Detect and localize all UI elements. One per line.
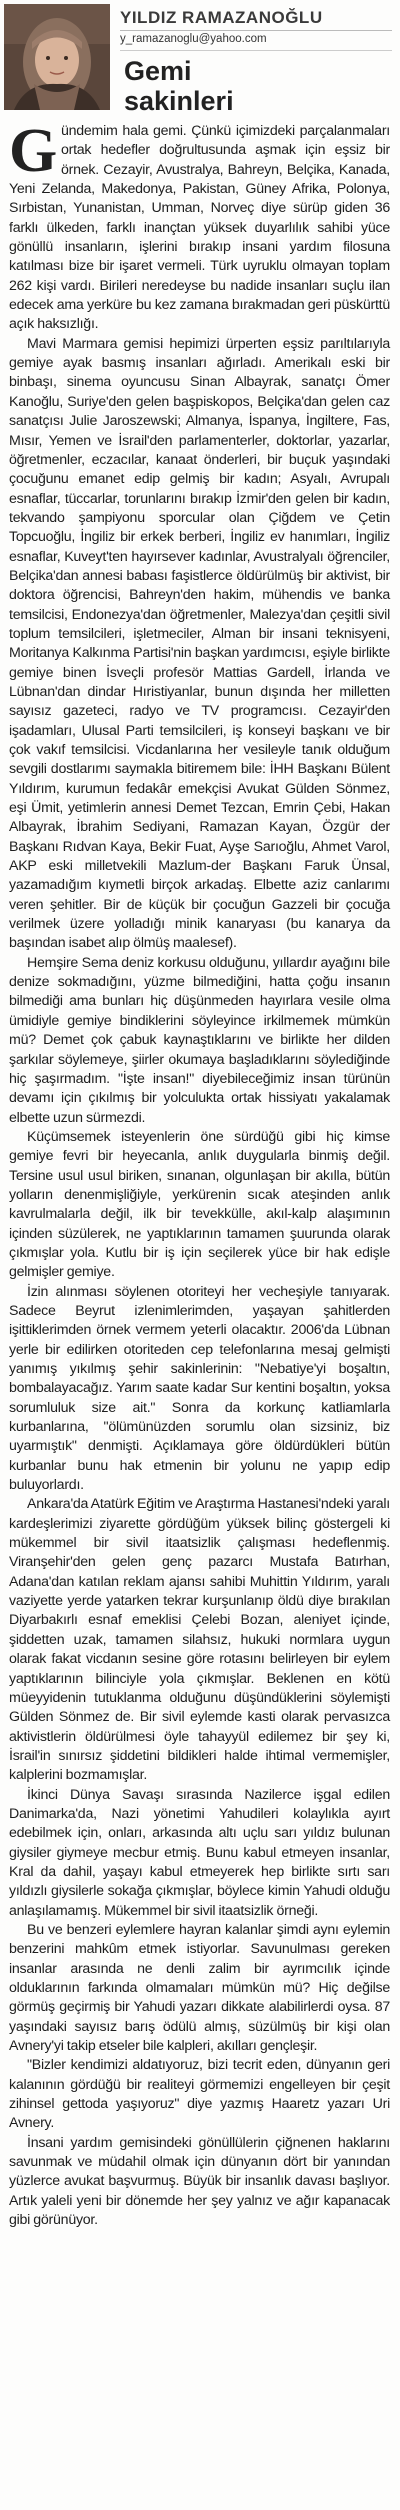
header-divider-lower [120,50,392,51]
article-paragraph-1 [9,117,390,335]
article-paragraph-9: "Bizler kendimizi aldatıyoruz, bizi tecrit eden, dünyanın geri kalanının gördüğü bir realiteyi görmemizi engelleyen bir çeşit zihinsel gettoda yaşıyoruz" diye yazmış Haaretz yazarı Uri Avnery. [9,2057,390,2132]
author-photo [4,4,110,110]
article-title-line-2: sakinleri [124,86,234,116]
author-name: YILDIZ RAMAZANOĞLU [120,8,323,27]
author-email[interactable]: y_ramazanoglu@yahoo.com [120,33,267,45]
article-paragraph-4: Küçümsemek isteyenlerin öne sürdüğü gibi hiç kimse gemiye fevri bir heyecanla, anlık duygularla binmiş değil. Tersine usul usul biriken, sınanan, olgunlaşan bir akılla, bütün yolların denenmişliğiyle, yerkürenin sıcak ateşinden anlık kavrulmalarla değil, ilk bir tevekkülle, akıl-kalp alaşımının içinden süzülerek, ne yaptıklarının tamamen şuurunda olarak çıkmışlar yola. Kutlu bir iş için seçilerek yüce bir hak edişle gelmişler gemiye. [9,1128,390,1281]
paragraph-text: ündemim hala gemi. Çünkü içimizdeki parçalanmaları ortak hedefler doğrultusunda aşmak için eşsiz bir örnek. Cezayir, Avustralya, Bahreyn, Belçika, Kanada, Yeni Zelanda, Makedonya, Pakistan, Güney Afrika, Polonya, Sırbistan, Yunanistan, Umman, Norveç diye sürüp giden 36 farklı ülkeden, farklı inançtan yüksek duyarlılık sahibi yüce gönüllü insanların, işlerini bırakıp insani yardım filosuna katılması bize bir işaret vermeli. Türk uyruklu olmayan toplam 262 kişi vardı. Birileri neredeyse bu nadide insanları suçlu ilan edecek ama yerküre bu kez zamana bırakmadan geri püskürttü açık haksızlığı. [9,123,390,333]
article-paragraph-5: İzin alınması söylenen otoriteyi her vecheşiyle tanıyarak. Sadece Beyrut izlenimlerimden, yaşayan şahitlerden işittiklerimden örnek vermem yeterli olacaktır. 2006'da Lübnan yerle bir edilirken otoriteden cep telefonlarına mesaj gelmişti yanımış yıkılmış şehir sakinlerinin: "Nebatiye'yi boşaltın, bombalayacağız. Yarım saate kadar Sur kentini boşaltın, yoksa sorumluluk size ait." Sonra da korkunç katliamlarla kurbanlarına, "ölümünüzden sorumlu olan sizsiniz, biz uyarmıştık" denmişti. Açıklamaya göre öldürdükleri bütün kurbanlar bunu hak etmenin bir yolunu ne yapıp edip buluyorlardı. [9,1283,390,1494]
article-paragraph-7: İkinci Dünya Savaşı sırasında Nazilerce işgal edilen Danimarka'da, Nazi yönetimi Yahudileri kolaylıkla ayırt edebilmek için, onları, arkasında altı uçlu sarı yıldız bulunan giysiler giymeye mecbur etmiş. Bunu kabul etmeyen insanlar, Kral da dahil, yaşayı kabul etmeyerek hep birlikte sırtı sarı yıldızlı giysilerle sokağa çıkmışlar, böylece kimin Yahudi olduğu anlaşılamamış. Mükemmel bir sivil itaatsizlik örneği. [9,1786,390,1919]
article-title [124,56,234,116]
article-body [9,117,390,2230]
drop-cap: G [9,117,57,185]
bottom-fade-overlay [0,2478,400,2510]
header-divider [120,30,392,31]
author-portrait-icon [4,4,110,110]
article-paragraph-3: Hemşire Sema deniz korkusu olduğunu, yıllardır ayağını bile denize sokmadığını, yüzme bilmediğini, hatta çoğu insanın bilmediği ama bunları hiç düşünmeden hayırlara vesile olma ümidiyle gemiye bindiklerini söyleyince irkilmemek mümkün mü? Demet çok çabuk kaynaştıklarını ve birlikte her dilden şarkılar söylemeye, şiirler okumaya başladıklarını söylediğinde hiç şaşırmadım. "İşte insan!" diyebileceğimiz insan türünün devamı için çıkılmış bir yolculukta ortak hissiyatı yakalamak elbette uzun sürmezdi. [9,954,390,1126]
column-header [0,0,400,118]
article-paragraph-10: İnsani yardım gemisindeki gönüllülerin çiğnenen haklarını savunmak ve müdahil olmak için dünyanın dört bir yanından yüzlerce avukat başvurmuş. Büyük bir insanlık davası başlıyor. Artık yaleli yeni bir dönemde her şey yalnız ve ağır kapanacak gibi görünüyor. [9,2134,390,2229]
article-title-line-1: Gemi [124,56,192,86]
article-paragraph-6: Ankara'da Atatürk Eğitim ve Araştırma Hastanesi'ndeki yaralı kardeşlerimizi ziyarette gördüğüm yüksek bilinç göstergeli ki mükemmel bir sivil itaatsizlik çalışması hedeflenmiş. Viranşehir'den gelen genç pazarcı Mustafa Batırhan, Adana'dan katılan reklam ajansı sahibi Muhittin Yıldırım, yaralı vaziyette yerde yatarken tekrar kurşunlanıp öldü diye bırakılan Diyarbakırlı esnaf emeklisi Çelebi Bozan, aleniyet içinde, şiddetten uzak, tamamen silahsız, hukuki normlara uygun olarak fakat vicdanın sesine göre rotasını belirleyen bir eylem yaptıklarının bilinciyle yola çıkmışlar. Beklenen en kötü müeyyidenin tutuklanma olduğunu düşündüklerini söylemişti Gülden Sönmez de. Bir sivil eylemde kasti olarak pervasızca aktivistlerin öldürülmesi öyle tahayyül edilemez bir şey ki, İsrail'in sınırsız şiddetini bildikleri halde ihtimal vermemişler, kalplerini bozmamışlar. [9,1496,390,1784]
article-paragraph-8: Bu ve benzeri eylemlere hayran kalanlar şimdi aynı eylemin benzerini mahkûm etmek istiyorlar. Savunulması gereken insanlar arasında ne denli zalim bir ayrımcılık içinde olduklarının farkında olmamaları mümkün mü? Hiç değilse görmüş geçirmiş bir Yahudi yazarı dikkate alabilirlerdi oysa. 87 yaşındaki sayısız barış ödülü almış, süzülmüş bir kişi olan Avnery'yi takip etseler bile kalpleri, akılları gençleşir. [9,1921,390,2055]
article-paragraph-2: Mavi Marmara gemisi hepimizi ürperten eşsiz parıltılarıyla gemiye ayak basmış insanları ağırladı. Amerikalı eski bir binbaşı, sinema oyuncusu Sinan Albayrak, sanatçı Ömer Kanoğlu, Suriye'den gelen başpiskopos, Belçika'dan gelen caz sanatçısı Julie Jaroszewski; Almanya, İspanya, İngiltere, Fas, Mısır, Yemen ve İsrail'den parlamenterler, doktorlar, yazarlar, öğretmenler, eczacılar, kanaat önderleri, bir buçuk yaşındaki çocuğunu emanet edip gelmiş bir kadın; Asyalı, Avrupalı esnaflar, tüccarlar, torunlarını bırakıp İzmir'den gelen bir kadın, tekvando şampiyonu sporcular olan Çiğdem ve Çetin Topcuoğlu, İngiliz bir erkek berberi, İngiliz ev hanımları, İngiliz esnaflar, Kuveyt'ten hayırsever kadınlar, Avustralyalı öğrenciler, Belçika'dan annesi babası faşistlerce öldürülmüş bir aktivist, bir doktora öğrencisi, Bahreyn'den hakim, mühendis ve banka temsilcisi, Endonezya'dan öğretmenler, Malezya'dan çeşitli sivil toplum temsilcileri, işletmeciler, Alman bir insani teknisyeni, Moritanya Kalkınma Partisi'nin başkan yardımcısı, eşiyle birlikte gemiye binen İsveçli profesör Mattias Gardell, İrlanda ve Lübnan'dan dindar Hıristiyanlar, bunun dışında her milletten sayısız gazeteci, radyo ve TV programcısı. Cezayir'den işadamları, Ulusal Parti temsilcileri, iş konseyi başkanı ve bir çok vakıf temsilcisi. Vicdanlarına her vesileyle tanık olduğum sevgili dostlarımı saymakla bitiremem bile: İHH Başkanı Bülent Yıldırım, kurumun fedakâr emekçisi Avukat Gülden Sönmez, eşi Ümit, yetimlerin annesi Demet Tezcan, Emrin Çebi, Hakan Albayrak, İbrahim Sediyani, Ramazan Kayan, Özgür der Başkanı Rıdvan Kaya, Bekir Fuat, Ayşe Sarıoğlu, Ahmet Varol, AKP eski milletvekili Mazlum-der Başkanı Faruk Ünsal, yazamadığım kıymetli birçok arkadaş. Elbette aziz canlarımı veren şehitler. Bir de küçük bir çocuğun Gazzeli bir çocuğa verilmek üzere yolladığı minik kanaryası (bu kanarya da başından isabet alıp ölmüş maalesef). [9,335,390,952]
